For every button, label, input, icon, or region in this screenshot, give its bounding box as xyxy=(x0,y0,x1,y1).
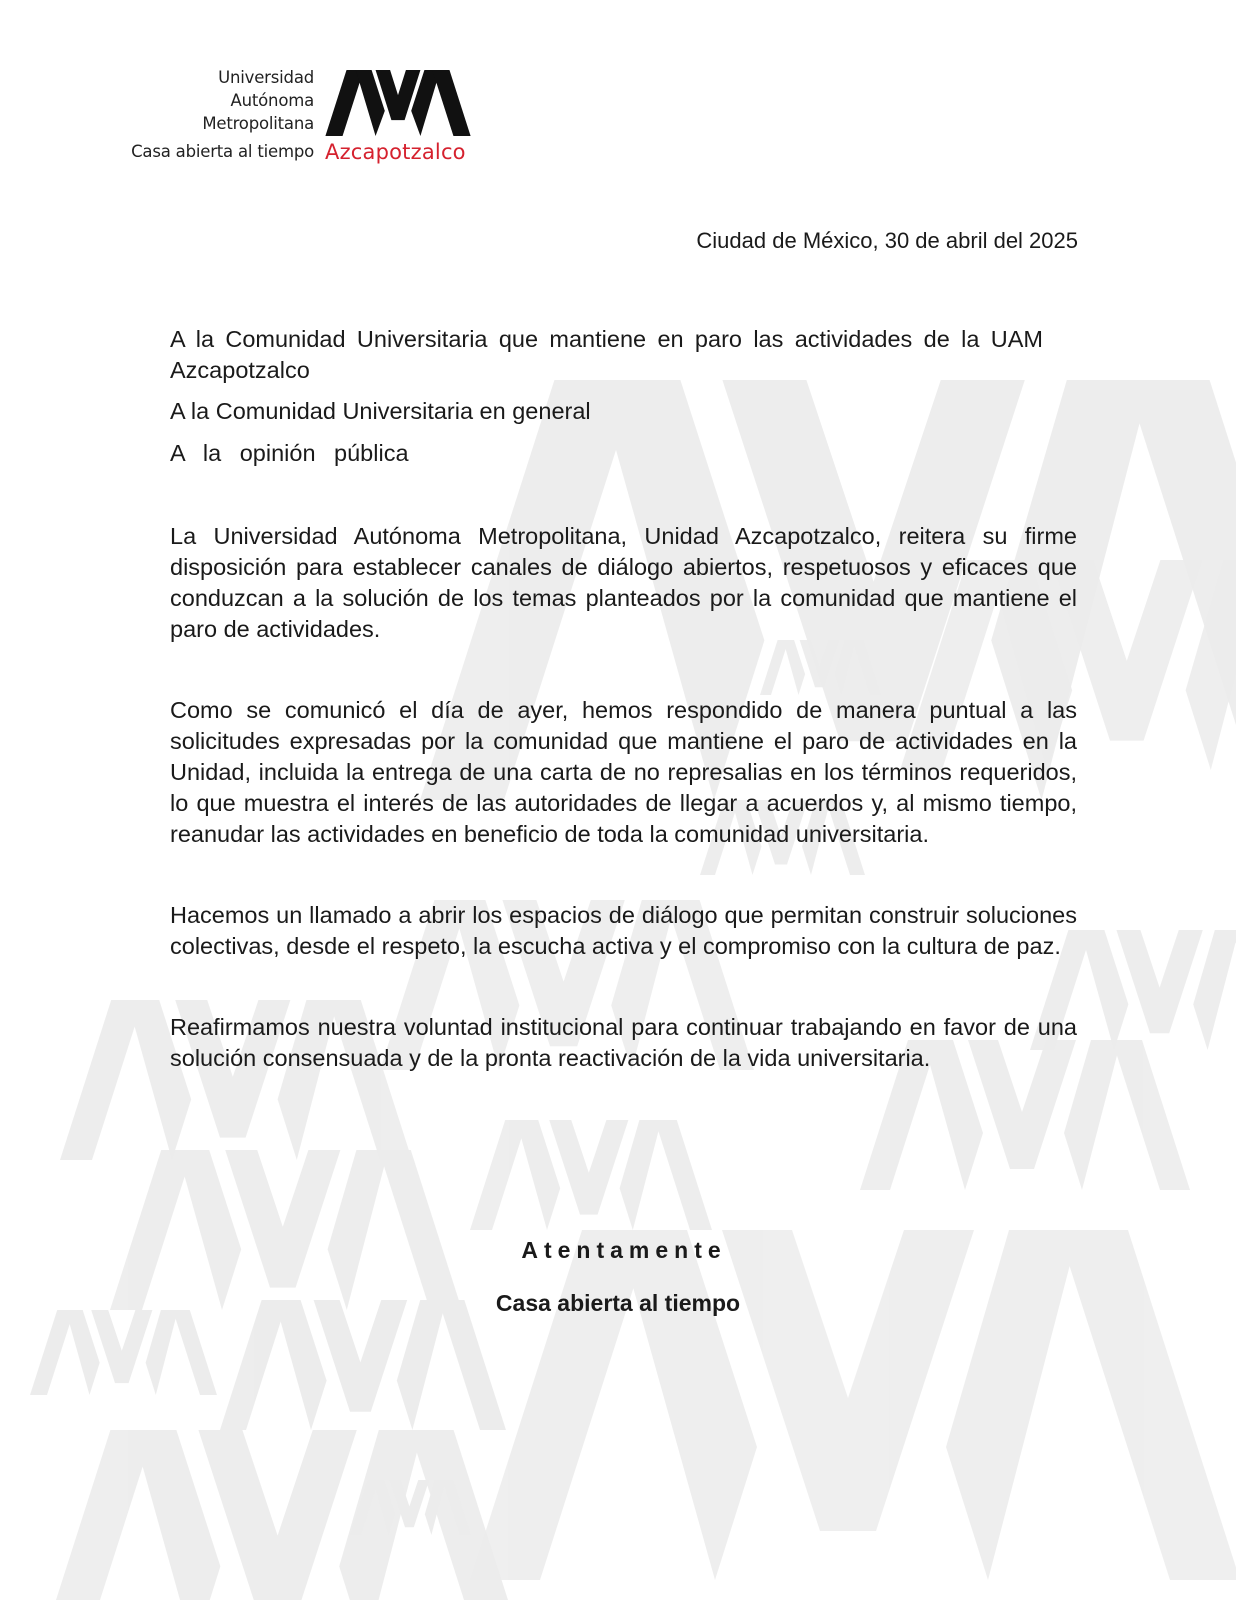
uam-logo-icon xyxy=(322,70,474,136)
addressee-1: A la Comunidad Universitaria que mantiene en paro las actividades de la UAM Azcapotzalco xyxy=(170,326,1043,383)
closing-salutation: Atentamente xyxy=(521,1237,727,1263)
logo-line-1: Universidad xyxy=(218,68,314,87)
letter-date: Ciudad de México, 30 de abril del 2025 xyxy=(696,228,1078,253)
closing-block xyxy=(0,1237,1236,1264)
paragraph-4: Reafirmamos nuestra voluntad institucional para continuar trabajando en favor de una solución consensuada y de la pronta reactivación de la vida universitaria. xyxy=(170,1014,1077,1071)
institution-logo xyxy=(0,0,1236,190)
logo-line-3: Metropolitana xyxy=(202,114,314,133)
addressee-3: A la opinión pública xyxy=(170,440,409,466)
logo-motto: Casa abierta al tiempo xyxy=(131,142,314,161)
letter-body xyxy=(170,324,1077,1124)
addressee-2: A la Comunidad Universitaria en general xyxy=(170,398,591,424)
paragraph-1: La Universidad Autónoma Metropolitana, Unidad Azcapotzalco, reitera su firme disposición para establecer canales de diálogo abiertos, respetuosos y eficaces que conduzcan a la solución de los temas planteados por la comunidad que mantiene el paro de actividades. xyxy=(170,523,1077,642)
logo-line-2: Autónoma xyxy=(230,91,314,110)
paragraph-3: Hacemos un llamado a abrir los espacios de diálogo que permitan construir soluciones colectivas, desde el respeto, la escucha activa y el compromiso con la cultura de paz. xyxy=(170,902,1077,959)
closing-motto: Casa abierta al tiempo xyxy=(495,1290,741,1316)
paragraph-2: Como se comunicó el día de ayer, hemos respondido de manera puntual a las solicitudes expresadas por la comunidad que mantiene el paro de actividades en la Unidad, incluida la entrega de una carta de no represalias en los términos requeridos, lo que muestra el interés de las autoridades de llegar a acuerdos y, al mismo tiempo, reanudar las actividades en beneficio de toda la comunidad universitaria. xyxy=(170,697,1077,847)
logo-text xyxy=(131,66,314,163)
campus-name: Azcapotzalco xyxy=(325,140,466,164)
